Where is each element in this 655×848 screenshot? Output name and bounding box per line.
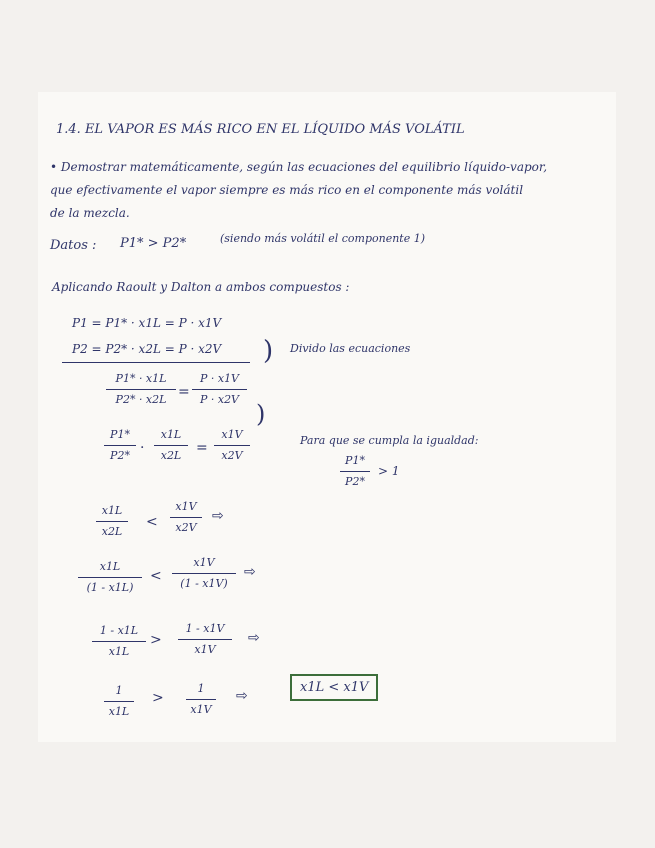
step3-left-den: x1L: [108, 645, 130, 658]
step2-right: [172, 556, 236, 591]
vapor-ratio: [214, 428, 250, 463]
step1-left-num: x1L: [101, 504, 123, 517]
step3-left: [92, 624, 146, 659]
fraction-bar: [104, 445, 136, 446]
step4-right-num: 1: [197, 682, 205, 695]
implies-arrow-icon: ⇨: [212, 508, 224, 524]
ratio-right: [192, 372, 247, 407]
equation-2: P2 = P2* · x2L = P · x2V: [72, 342, 222, 356]
implies-arrow-icon: ⇨: [236, 688, 248, 704]
liquid-ratio: [154, 428, 188, 463]
fraction-bar: [192, 389, 247, 390]
step3-right-den: x1V: [194, 643, 216, 656]
fraction-bar: [172, 573, 236, 574]
pressure-ratio: [104, 428, 136, 463]
datos-expression: P1* > P2*: [120, 236, 187, 251]
fraction-bar: [186, 699, 216, 700]
step3-right-num: 1 - x1V: [185, 622, 225, 635]
step1-left: [96, 504, 128, 539]
step4-left-den: x1L: [108, 705, 130, 718]
ratio-right-num: P · x1V: [199, 372, 240, 385]
step1-left-den: x2L: [101, 525, 123, 538]
step3-left-num: 1 - x1L: [99, 624, 139, 637]
step1-right-num: x1V: [175, 500, 197, 513]
step1-right-den: x2V: [175, 521, 197, 534]
ratio-right-den: P · x2V: [199, 393, 240, 406]
step4-left: [104, 684, 134, 719]
step2-right-num: x1V: [193, 556, 215, 569]
sum-line: [62, 362, 250, 363]
condition-num: P1*: [345, 454, 365, 467]
intro-line-1: • Demostrar matemáticamente, según las ecuaciones del equilibrio líquido-vapor,: [50, 160, 548, 174]
step4-operator: >: [152, 690, 164, 706]
step4-right: [186, 682, 216, 717]
condition-rhs: > 1: [378, 464, 400, 478]
condition-den: P2*: [345, 475, 365, 488]
pressure-ratio-den: P2*: [110, 449, 130, 462]
liquid-ratio-den: x2L: [160, 449, 182, 462]
implies-arrow-icon: ⇨: [244, 564, 256, 580]
ratio-left-den: P2* · x2L: [115, 393, 167, 406]
pressure-ratio-num: P1*: [110, 428, 130, 441]
step3-right: [178, 622, 232, 657]
fraction-bar: [154, 445, 188, 446]
liquid-ratio-num: x1L: [160, 428, 182, 441]
ratio-left: [106, 372, 176, 407]
aplicando-text: Aplicando Raoult y Dalton a ambos compuestos :: [52, 280, 350, 294]
brace-divide: ): [263, 336, 274, 366]
fraction-bar: [92, 641, 146, 642]
curve-arrow: ): [256, 400, 266, 428]
step2-operator: <: [150, 568, 162, 584]
step2-left-num: x1L: [99, 560, 121, 573]
condition-ratio: [340, 454, 370, 489]
datos-label: Datos :: [50, 238, 97, 253]
fraction-bar: [340, 471, 370, 472]
vapor-ratio-num: x1V: [221, 428, 243, 441]
result-box: x1L < x1V: [290, 674, 378, 701]
times-dot: ·: [140, 440, 145, 456]
fraction-bar: [104, 701, 134, 702]
fraction-bar: [214, 445, 250, 446]
step2-left: [78, 560, 142, 595]
step1-right: [170, 500, 202, 535]
ratio-left-num: P1* · x1L: [115, 372, 167, 385]
fraction-bar: [170, 517, 202, 518]
para-que-note: Para que se cumpla la igualdad:: [300, 434, 479, 447]
fraction-bar: [178, 639, 232, 640]
vapor-ratio-den: x2V: [221, 449, 243, 462]
datos-note: (siendo más volátil el componente 1): [220, 232, 426, 245]
implies-arrow-icon: ⇨: [248, 630, 260, 646]
equals-sign: =: [196, 440, 208, 456]
intro-line-3: de la mezcla.: [50, 206, 130, 220]
step2-left-den: (1 - x1L): [86, 581, 134, 594]
step4-right-den: x1V: [190, 703, 212, 716]
section-heading: 1.4. EL VAPOR ES MÁS RICO EN EL LÍQUIDO MÁS VOLÁTIL: [56, 122, 465, 137]
step1-operator: <: [146, 514, 158, 530]
intro-line-2: que efectivamente el vapor siempre es más rico en el componente más volátil: [50, 183, 524, 197]
step2-right-den: (1 - x1V): [180, 577, 228, 590]
equals-sign: =: [178, 384, 190, 400]
equation-1: P1 = P1* · x1L = P · x1V: [72, 316, 222, 330]
divido-note: Divido las ecuaciones: [290, 342, 411, 355]
fraction-bar: [106, 389, 176, 390]
fraction-bar: [78, 577, 142, 578]
step4-left-num: 1: [115, 684, 123, 697]
fraction-bar: [96, 521, 128, 522]
step3-operator: >: [150, 632, 162, 648]
